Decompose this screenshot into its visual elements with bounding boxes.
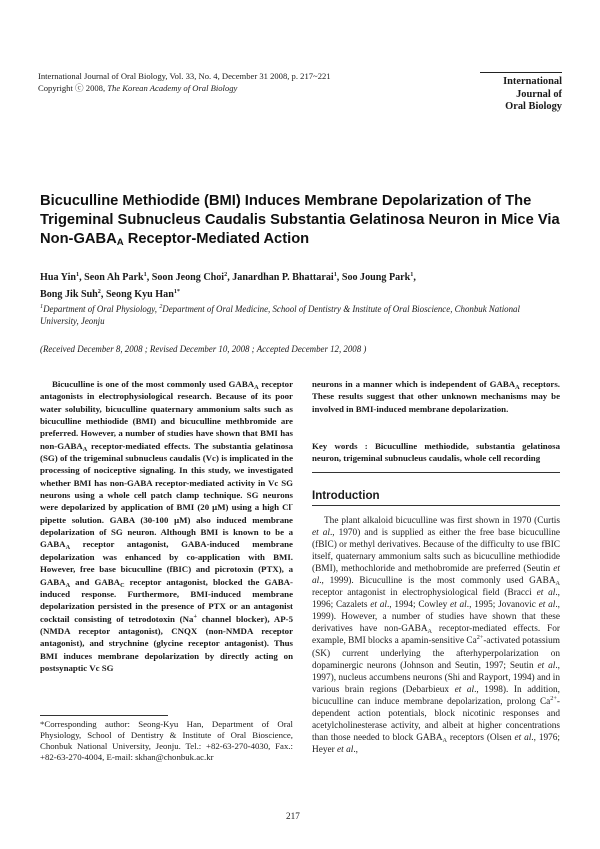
abstract-text: Bicuculline is one of the most commonly used $GABA_A$ receptor antagonists in electrophysiological research. Because of its poor water solubility, bicuculline quaternary ammonium salts such as bicuculline methiodide (BMI) and bicuculline methbromide are preferred. However, a number of studies have shown that BMI has non-$GABA_A$ receptor-mediated effects. The substantia gelatinosa (SG) of the trigeminal subnucleus caudalis (Vc) is implicated in the processing of nociceptive signaling. In this study, we investigated whether BMI has non-GABA receptor-mediated activity in Vc SG neurons using a whole cell patch clamp technique. SG neurons were depolarized by application of BMI (20 μM) using a high Cl- pipette solution. GABA (30-100 μM) also induced membrane depolarization of SG neuron. Although BMI is known to be a $GABA_A$ receptor antagonist, GABA-induced membrane depolarization was enhanced by co-application with BMI. However, free base bicuculline (fBIC) and picrotoxin (PTX), a $GABA_A$ and $GABA_C$ receptor antagonist, blocked the GABA-induced response. Furthermore, BMI-induced membrane depolarization persisted in the presence of PTX or an antagonist cocktail consisting of tetrodotoxin (Na+ channel blocker), AP-5 (NMDA receptor antagonist), CNQX (non-NMDA receptor antagonist), and strychnine (glycine receptor antagonist). Thus BMI induces membrane depolarization by directly acting on postsynaptic Vc SG <box>40 379 294 673</box>
author: Hua Yin <box>40 272 76 283</box>
author: Soo Joung Park <box>341 272 411 283</box>
page-number: 217 <box>286 811 300 821</box>
affiliations: $^1$Department of Oral Physiology, $^2$Department of Oral Medicine, School of Dentistry & Institute of Oral Bioscience, Chonbuk National University, Jeonju <box>40 303 520 326</box>
author: Bong Jik Suh <box>40 288 98 300</box>
abstract-continuation: neurons in a manner which is independent of $GABA_A$ receptors. These results suggest that other unknown mechanisms may be involved in BMI-induced membrane depolarization. <box>312 379 560 414</box>
section-divider <box>312 505 560 506</box>
abstract <box>40 378 293 674</box>
author: Janardhan P. Bhattarai <box>232 272 334 283</box>
author: Seong Kyu Han <box>105 288 174 300</box>
author: Seon Ah Park <box>84 272 144 283</box>
introduction-body: The plant alkaloid bicuculline was first shown in 1970 (Curtis et al., 1970) and is supplied as either the free base bicuculline (fBIC) or methyl derivatives. Because of the difficulty to use fBIC itself, quaternary ammonium salts such as bicuculline methiodide (BMI), methochloride and methobromide are preferred (Seutin et al., 1999). Bicuculline is the most commonly used $GABA_A$ receptor antagonist in electrophysiological field (Bracci et al., 1996; Cazalets et al., 1994; Cowley et al., 1995; Jovanovic et al., 1999). However, a number of studies have shown that these derivatives have non-$GABA_A$ receptor-mediated effects. For example, BMI blocks a apamin-sensitive $Ca^{2+}$-activated potassium (SK) current underlying the afterhyperpolarization on dopaminergic neurons (Johnson and Seutin, 1997; Seutin et al., 1997), nucleus accumbens neurons (Shi and Rayport, 1994) and in various brain regions (Debarbieux et al., 1998). In addition, bicuculline can induce membrane depolarization, prolong $Ca^{2+}$-dependent action potentials, block nicotinic responses and acetylcholinesterase activity, and albeit at higher concentrations than those needed to block $GABA_A$ receptors (Olsen et al., 1976; Heyer et al., <box>312 516 561 755</box>
journal-citation: International Journal of Oral Biology, Vol. 33, No. 4, December 31 2008, p. 217~221 Copyright ⓒ 2008, The Korean Academy of Oral Biology <box>38 71 331 93</box>
keywords-label: Key words : <box>312 441 375 451</box>
journal-name-box: International Journal of Oral Biology <box>480 72 562 114</box>
section-heading-introduction: Introduction <box>312 489 380 502</box>
author: Soon Jeong Choi <box>151 272 225 283</box>
paper-title: Bicuculline Methiodide (BMI) Induces Membrane Depolarization of The Trigeminal Subnucleus Caudalis Substantia Gelatinosa Neuron in Mice Via Non-$GABA_A$ Receptor-Mediated Action <box>40 193 560 248</box>
received-dates: (Received December 8, 2008 ; Revised December 10, 2008 ; Accepted December 12, 2008 ) <box>40 344 367 354</box>
keywords-text: Bicuculline methiodide, substantia gelatinosa neuron, trigeminal subnucleus caudalis, whole cell recording <box>312 441 560 464</box>
author-list: Hua Yin$^1$, Seon Ah Park$^1$, Soon Jeong Choi$^2$, Janardhan P. Bhattarai$^1$, Soo Joung Park$^1$, Bong Jik Suh$^2$, Seong Kyu Han$^{1*}$ <box>40 271 416 300</box>
corresponding-author-footnote: *Corresponding author: Seong-Kyu Han, Department of Oral Physiology, School of Dentistry & Institute of Oral Bioscience, Chonbuk National University, Jeonju. Tel.: +82-63-270-4030, Fax.: +82-63-270-4004, E-mail: skhan@chonbuk.ac.kr <box>40 719 293 763</box>
footnote-divider <box>40 715 168 716</box>
keywords <box>312 440 560 465</box>
keywords-divider <box>312 472 560 473</box>
